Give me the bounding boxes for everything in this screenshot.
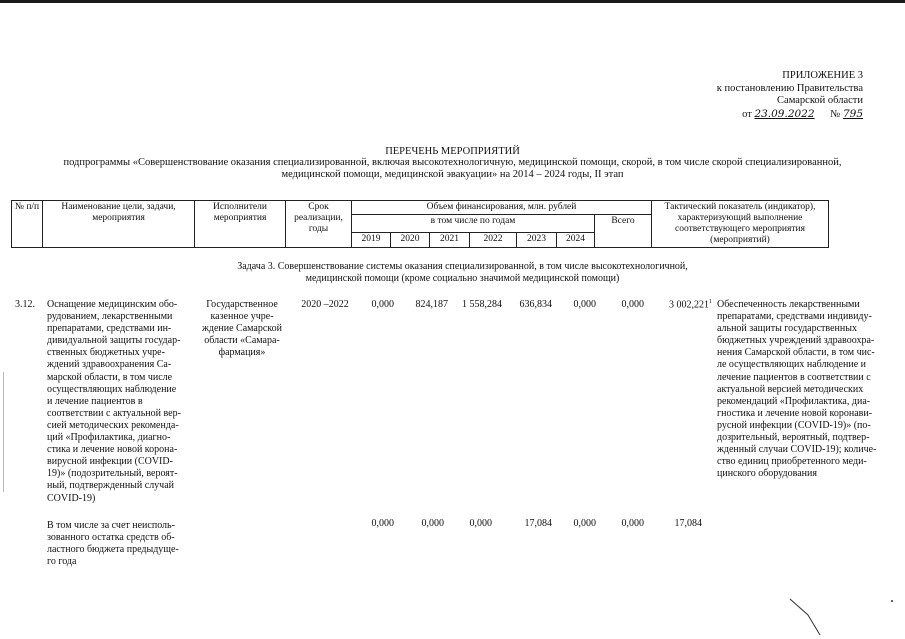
text-line: нения Самарской области, в том чис- xyxy=(717,347,875,359)
value-2022: 636,834 xyxy=(519,299,552,310)
appendix-line3: Самарской области xyxy=(777,95,863,106)
task-line1: Задача 3. Совершенствование системы оказания специализированной, в том числе высокотехнологичной, xyxy=(237,261,688,272)
appendix-line1: ПРИЛОЖЕНИЕ 3 xyxy=(782,70,863,81)
text-line: вирусной инфекции (COVID- xyxy=(47,456,173,468)
text-line: зованного остатка средств об- xyxy=(47,532,175,544)
text-line: дозрительный, вероятный, подтвер- xyxy=(717,432,870,444)
header-year: 2021 xyxy=(430,233,470,248)
text-line: казенное учре- xyxy=(210,311,274,323)
text-line: альной защиты государственных xyxy=(717,323,857,335)
text-line: ластного бюджета предыдуще- xyxy=(47,544,179,556)
text-line: го года xyxy=(47,556,77,568)
row-number: 3.12. xyxy=(15,299,35,310)
text-line: В том числе за счет неисполь- xyxy=(47,520,175,531)
header-incl-years: в том числе по годам xyxy=(352,215,595,233)
subrow-name xyxy=(47,520,194,568)
value-2019: 0,000 xyxy=(371,299,394,310)
header-year: 2024 xyxy=(557,233,595,248)
value-2024: 0,000 xyxy=(621,299,644,310)
text-line: осуществляющих наблюдение xyxy=(47,383,177,395)
row-executor xyxy=(198,299,286,359)
text-line: стика и лечение новой корона- xyxy=(47,444,178,456)
value-2023: 0,000 xyxy=(573,299,596,310)
total-footnote: 1 xyxy=(709,299,712,305)
row-indicator xyxy=(717,299,893,480)
header-indicator: Тактический показатель (индикатор), характеризующий выполнение соответствующего мероприятия (мероприятий) xyxy=(652,201,829,248)
text-line: фармация» xyxy=(218,347,266,359)
text-line: ный, подтвержденный случай xyxy=(47,480,175,492)
signed-date: 23.09.2022 xyxy=(754,107,815,120)
header-name: Наименование цели, задачи, мероприятия xyxy=(43,201,195,248)
text-line: рекомендаций «Профилактика, диа- xyxy=(717,395,871,407)
sub-value-2021: 0,000 xyxy=(469,518,492,529)
text-line: жденный случаи COVID-19); количе- xyxy=(717,444,877,456)
text-line: ций «Профилактика, диагно- xyxy=(47,432,171,444)
sub-value-2023: 0,000 xyxy=(573,518,596,529)
total-value: 3 002,221 xyxy=(669,299,709,311)
text-line: ле осуществляющих наблюдение и xyxy=(717,359,866,371)
header-year: 2020 xyxy=(391,233,430,248)
signed-number: 795 xyxy=(842,107,863,120)
text-line: бюджетных учреждений здравоохра- xyxy=(717,335,875,347)
text-line: актуальной версией методических xyxy=(717,383,864,395)
value-2020: 824,187 xyxy=(415,299,448,310)
text-line: препаратами, средствами индивиду- xyxy=(717,311,872,323)
text-line: рудованием, лекарственными xyxy=(47,311,173,323)
text-line: ство единиц приобретенного меди- xyxy=(717,456,867,468)
row-name xyxy=(47,299,194,505)
list-heading: ПЕРЕЧЕНЬ МЕРОПРИЯТИЙ xyxy=(385,146,520,157)
scan-stroke-mark xyxy=(780,595,900,639)
value-2021: 1 558,284 xyxy=(462,299,502,310)
text-line: цинского оборудования xyxy=(717,468,817,480)
text-line: гностика и лечение новой коронави- xyxy=(717,407,873,419)
text-line: COVID-19) xyxy=(47,492,96,504)
appendix-block xyxy=(700,70,863,121)
text-line: Обеспеченность лекарственными xyxy=(717,299,860,310)
text-line: лечение пациентов в соответствии с xyxy=(717,371,871,383)
header-executors: Исполнители мероприятия xyxy=(195,201,286,248)
text-line: и лечение пациентов в xyxy=(47,395,143,407)
number-prefix: № xyxy=(830,108,841,120)
value-total xyxy=(650,299,712,310)
sub-value-2020: 0,000 xyxy=(421,518,444,529)
header-total: Всего xyxy=(595,215,652,248)
sub-value-2022: 17,084 xyxy=(524,518,552,529)
text-line: соответствии с актуальной вер- xyxy=(47,407,181,419)
table-header xyxy=(11,200,829,248)
text-line: ственных бюджетных учре- xyxy=(47,347,165,359)
row-term: 2020 –2022 xyxy=(301,299,349,310)
sub-value-total: 17,084 xyxy=(674,518,702,529)
header-year: 2023 xyxy=(517,233,557,248)
text-line: 19)» (подозрительный, вероят- xyxy=(47,468,178,480)
text-line: препаратами, средствами ин- xyxy=(47,323,172,335)
text-line: Государственное xyxy=(206,299,278,310)
text-line: русной инфекции (COVID-19)» (по- xyxy=(717,419,871,431)
task-line2: медицинской помощи (кроме социально значимой медицинской помощи) xyxy=(305,273,620,284)
header-year: 2019 xyxy=(352,233,391,248)
header-num: № п/п xyxy=(12,201,43,248)
subprogram-line1: подпрограммы «Совершенствование оказания специализированной, включая высокотехнологичную, медицинской помощи, скорой, в том числе скорой специализированной, xyxy=(63,157,842,168)
sub-value-2024: 0,000 xyxy=(621,518,644,529)
text-line: области «Самара- xyxy=(204,335,280,347)
sub-value-2019: 0,000 xyxy=(371,518,394,529)
subprogram-line2: медицинской помощи, медицинской эвакуации» на 2014 – 2024 годы, II этап xyxy=(281,169,624,180)
appendix-date-line xyxy=(700,108,863,122)
header-term: Срок реализации, годы xyxy=(286,201,352,248)
appendix-line2: к постановлению Правительства xyxy=(716,82,863,94)
date-prefix: от xyxy=(742,108,752,120)
page-top-edge xyxy=(0,0,905,3)
text-line: сией методических рекоменда- xyxy=(47,419,179,431)
header-funding: Объем финансирования, млн. рублей xyxy=(352,201,652,215)
text-line: ждение Самарской xyxy=(201,323,283,335)
text-line: ждений здравоохранения Са- xyxy=(47,359,172,371)
text-line: Оснащение медицинским обо- xyxy=(47,299,178,310)
header-year: 2022 xyxy=(470,233,517,248)
text-line: марской области, в том числе xyxy=(47,371,173,383)
task-heading xyxy=(190,261,735,285)
text-line: дивидуальной защиты государ- xyxy=(47,335,181,347)
scan-edge-mark xyxy=(3,372,4,492)
